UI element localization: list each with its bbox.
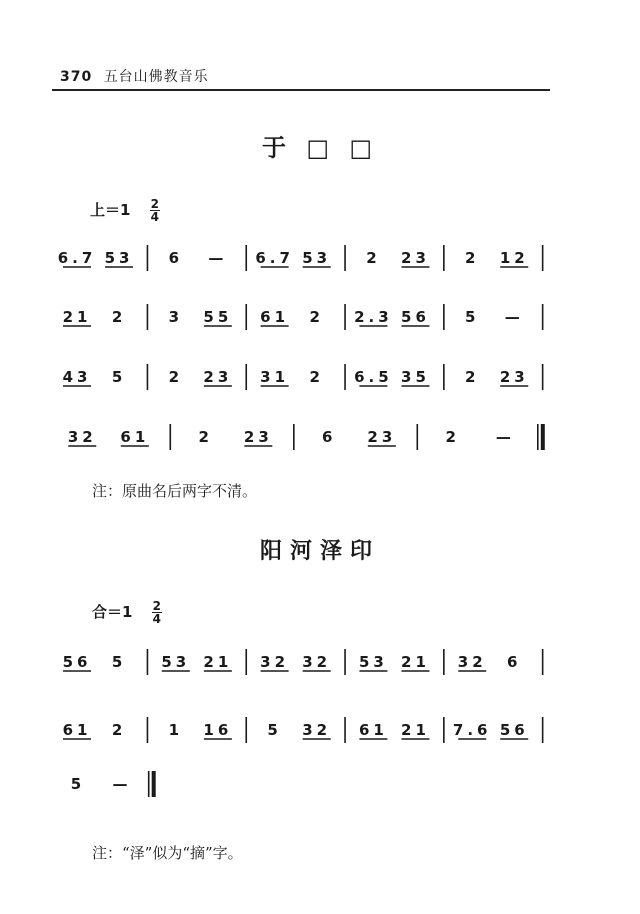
note-group: 56 — [499, 721, 529, 739]
note-group: 2.3 — [354, 308, 393, 326]
note-group: 32 — [302, 721, 332, 739]
note-group: 23 — [243, 428, 273, 446]
note-group: 6.7 — [255, 249, 294, 267]
note-group: 21 — [401, 653, 430, 671]
note-group: 32 — [67, 428, 97, 446]
note-group: 12 — [499, 249, 529, 267]
note-group: 43 — [62, 368, 92, 386]
note-group: — — [495, 428, 515, 446]
note-group: 2 — [465, 249, 480, 267]
time-sig-bottom-2: 4 — [152, 612, 162, 626]
note-group: 23 — [367, 428, 397, 446]
note-group: 21 — [62, 308, 92, 326]
note-group: — — [112, 775, 132, 793]
note-group: 2 — [309, 368, 324, 386]
note-group: 2 — [198, 428, 213, 446]
note-group: 55 — [203, 308, 233, 326]
note-group: 21 — [401, 721, 430, 739]
footnote-2: 注：“泽”似为“摘”字。 — [92, 844, 243, 862]
note-group: 2 — [366, 249, 381, 267]
note-group: 35 — [401, 368, 430, 386]
note-group: 32 — [302, 653, 332, 671]
note-group: 61 — [358, 721, 388, 739]
time-sig-top-1: 2 — [150, 197, 160, 211]
note-group: 5 — [267, 721, 282, 739]
note-group: 2 — [168, 368, 184, 386]
note-group: 61 — [120, 428, 150, 446]
footnote-1: 注：原曲名后两字不清。 — [92, 482, 258, 500]
note-group: 61 — [260, 308, 290, 326]
note-group: 56 — [401, 308, 430, 326]
note-group: 53 — [104, 249, 134, 267]
note-group: 6.7 — [57, 249, 97, 267]
note-group: 53 — [161, 653, 191, 671]
note-group: 6 — [322, 428, 337, 446]
note-group: 61 — [62, 721, 92, 739]
note-group: 2 — [111, 721, 127, 739]
note-group: — — [208, 249, 228, 267]
note-group: 16 — [203, 721, 233, 739]
note-group: 23 — [499, 368, 529, 386]
note-group: 2 — [111, 308, 127, 326]
note-group: — — [504, 308, 524, 326]
note-group: 7.6 — [452, 721, 492, 739]
note-group: 1 — [168, 721, 184, 739]
note-group: 5 — [111, 368, 127, 386]
note-group: 6.5 — [354, 368, 393, 386]
note-group: 32 — [260, 653, 290, 671]
note-group: 21 — [203, 653, 233, 671]
book-title: 五台山佛教音乐 — [103, 69, 209, 85]
note-group: 2 — [445, 428, 460, 446]
note-group: 53 — [358, 653, 388, 671]
key-label-1: 上＝1 — [90, 201, 131, 219]
note-group: 23 — [401, 249, 430, 267]
note-group: 2 — [309, 308, 324, 326]
note-group: 6 — [507, 653, 522, 671]
piece-title-2: 阳河泽印 — [259, 539, 380, 564]
note-group: 31 — [260, 368, 290, 386]
note-group: 32 — [457, 653, 487, 671]
key-label-2: 合＝1 — [92, 603, 133, 621]
time-sig-bottom-1: 4 — [150, 210, 160, 224]
note-group: 5 — [111, 653, 127, 671]
note-group: 6 — [168, 249, 184, 267]
time-sig-top-2: 2 — [152, 599, 162, 613]
note-group: 2 — [465, 368, 480, 386]
note-group: 53 — [302, 249, 332, 267]
note-group: 3 — [168, 308, 184, 326]
note-group: 23 — [203, 368, 233, 386]
piece-title-1: 于 □ □ — [261, 134, 379, 162]
note-group: 5 — [70, 775, 86, 793]
note-group: 56 — [62, 653, 92, 671]
page-number: 370 — [60, 69, 93, 85]
note-group: 5 — [465, 308, 480, 326]
